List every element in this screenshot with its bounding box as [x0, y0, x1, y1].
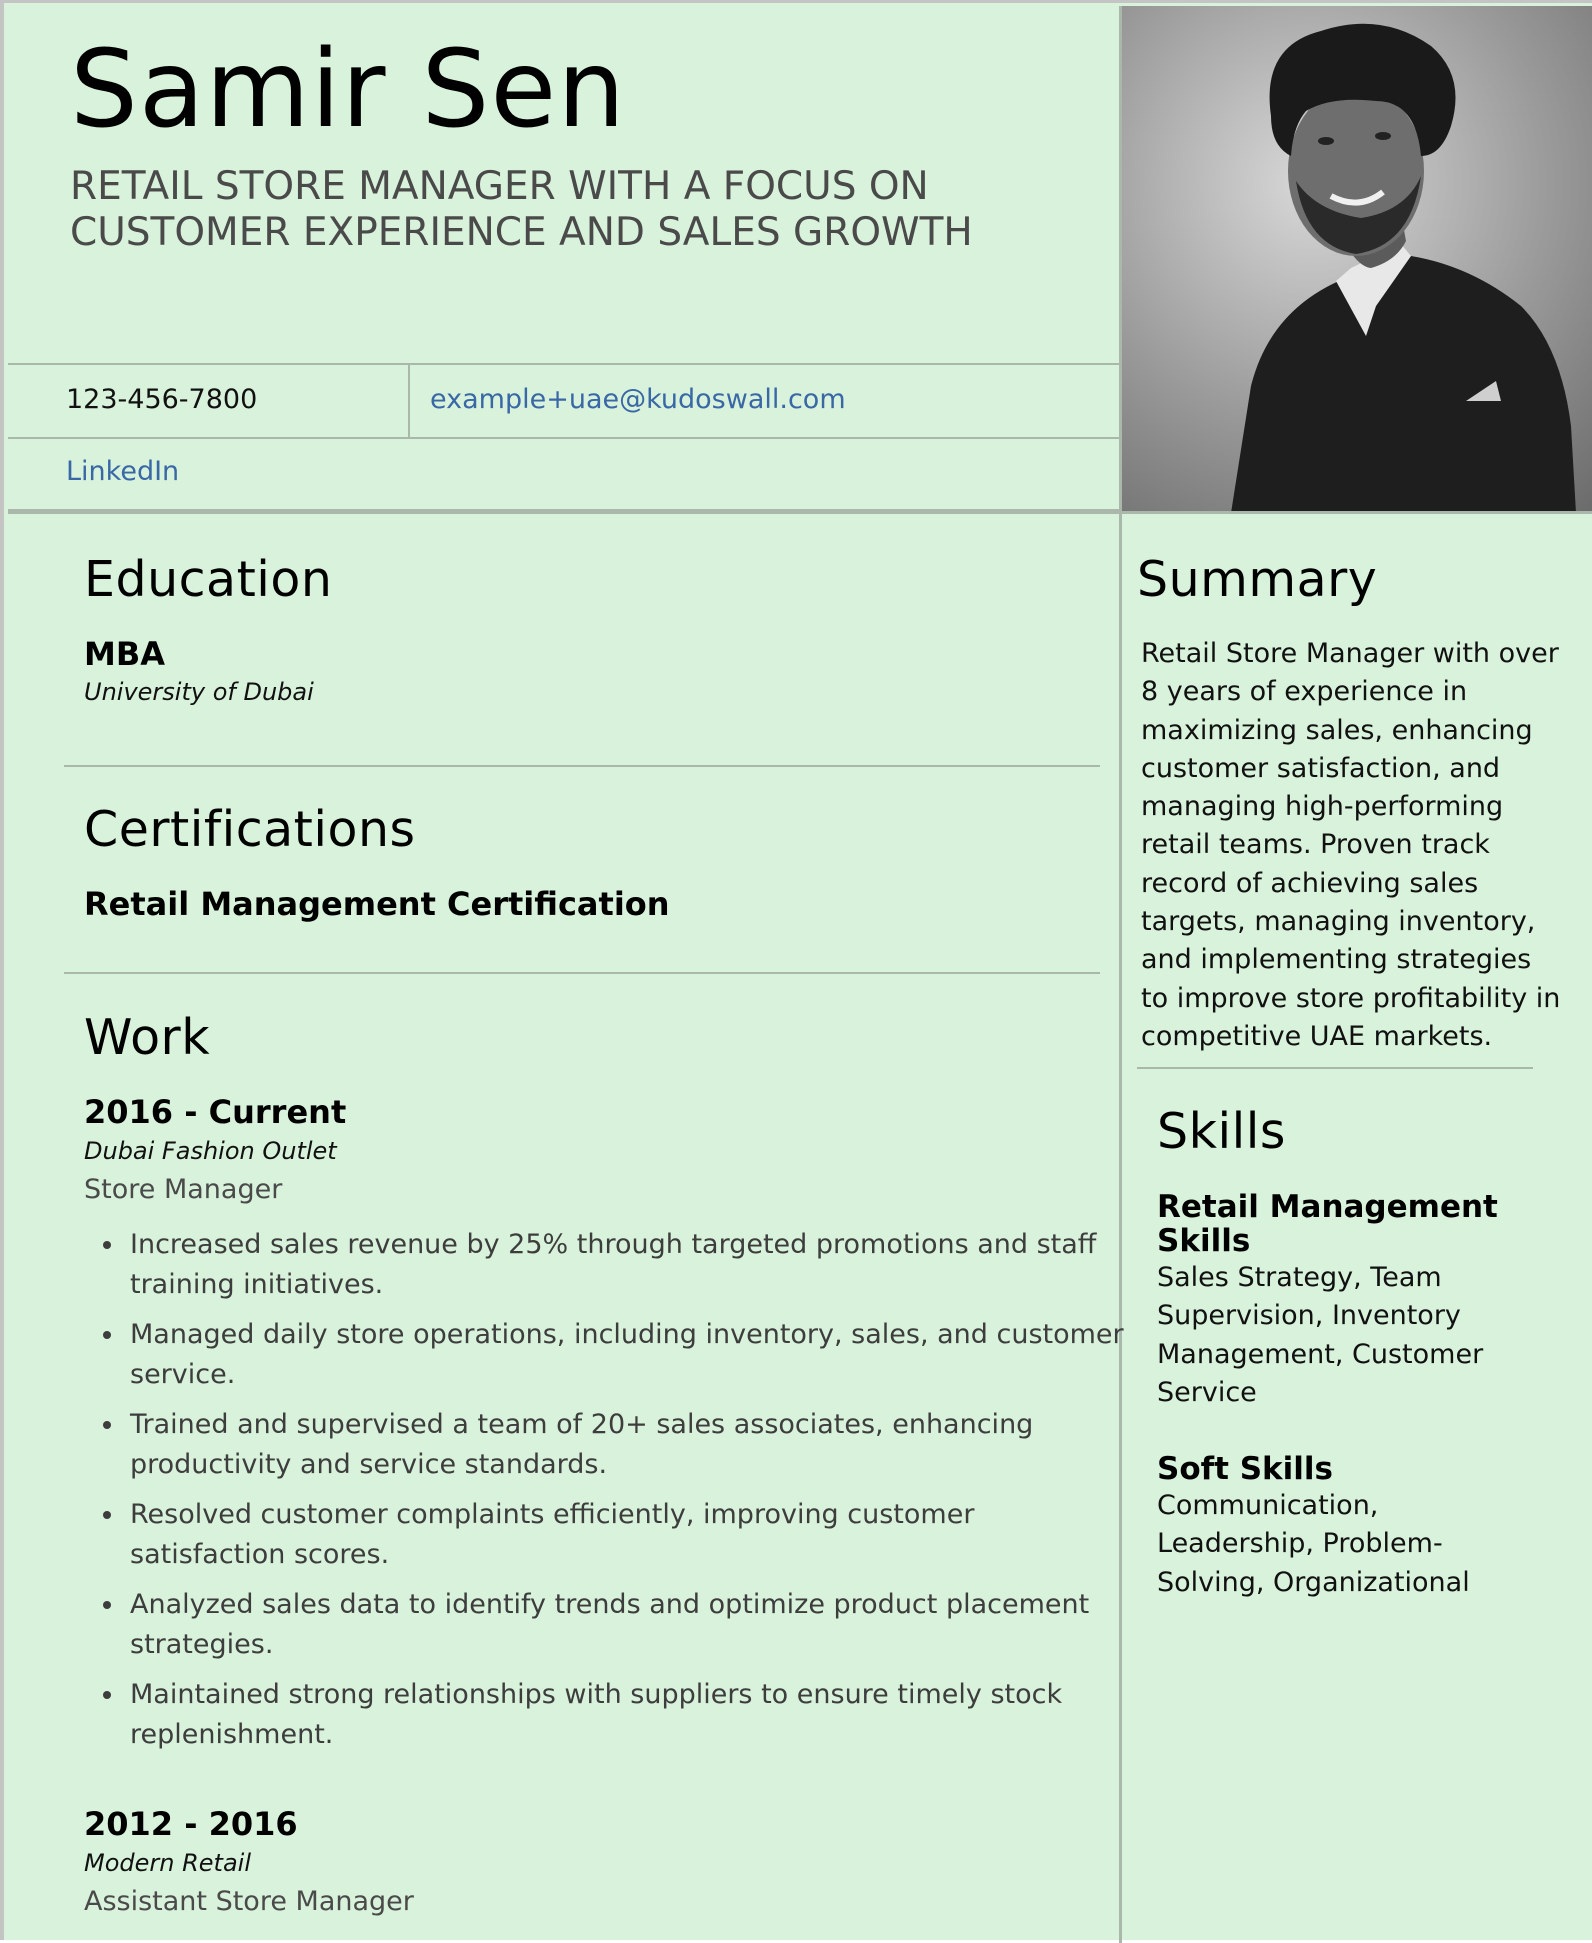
- job-company: Dubai Fashion Outlet: [84, 1137, 337, 1165]
- candidate-name: Samir Sen: [70, 28, 627, 152]
- profile-photo-illustration: [1121, 6, 1592, 513]
- section-divider: [1137, 1067, 1533, 1069]
- list-item: • Increased sales revenue by 25% through targeted promotions and staff training initiatives.: [126, 1225, 1126, 1305]
- job-company: Modern Retail: [84, 1849, 251, 1877]
- education-school: University of Dubai: [84, 678, 314, 706]
- certification-item: Retail Management Certification: [84, 885, 670, 923]
- header-divider: [8, 511, 1592, 514]
- contact-divider: [408, 365, 410, 437]
- job-achievements-list: [90, 1225, 1126, 1765]
- work-heading: Work: [84, 1009, 211, 1066]
- job-role: Assistant Store Manager: [84, 1886, 414, 1917]
- job-period: 2012 - 2016: [84, 1805, 298, 1843]
- candidate-tagline: RETAIL STORE MANAGER WITH A FOCUS ON CUSTOMER EXPERIENCE AND SALES GROWTH: [70, 164, 973, 255]
- section-divider: [64, 765, 1100, 767]
- list-item: • Managed daily store operations, including inventory, sales, and customer service.: [126, 1315, 1126, 1395]
- list-item: • Trained and supervised a team of 20+ sales associates, enhancing productivity and service standards.: [126, 1405, 1126, 1485]
- list-item: • Resolved customer complaints efficiently, improving customer satisfaction scores.: [126, 1495, 1126, 1575]
- job-period: 2016 - Current: [84, 1093, 347, 1131]
- certifications-heading: Certifications: [84, 801, 416, 858]
- email-link[interactable]: example+uae@kudoswall.com: [430, 384, 846, 415]
- job-role: Store Manager: [84, 1174, 283, 1205]
- list-item: • Maintained strong relationships with suppliers to ensure timely stock replenishment.: [126, 1675, 1126, 1755]
- contact-row: [8, 363, 1121, 439]
- social-row: [8, 437, 1121, 511]
- skill-group-title: Soft Skills: [1157, 1451, 1333, 1487]
- summary-heading: Summary: [1137, 551, 1378, 608]
- profile-photo: [1121, 6, 1592, 513]
- skill-group-items: Communication, Leadership, Problem-Solving, Organizational: [1157, 1490, 1470, 1598]
- skill-group-title: Retail Management Skills: [1157, 1189, 1498, 1259]
- section-divider: [64, 972, 1100, 974]
- education-degree: MBA: [84, 635, 165, 673]
- skills-heading: Skills: [1157, 1103, 1286, 1160]
- education-heading: Education: [84, 551, 333, 608]
- phone-number: 123-456-7800: [66, 384, 258, 415]
- skill-group-items: Sales Strategy, Team Supervision, Inventory Management, Customer Service: [1157, 1262, 1484, 1408]
- linkedin-link[interactable]: LinkedIn: [66, 456, 180, 487]
- list-item: • Analyzed sales data to identify trends and optimize product placement strategies.: [126, 1585, 1126, 1665]
- summary-text: Retail Store Manager with over 8 years of experience in maximizing sales, enhancing customer satisfaction, and managing high-performing retail teams. Proven track record of achieving sales targets, managing inventory, and implementing strategies to improve store profitability in competitive UAE markets.: [1141, 638, 1561, 1052]
